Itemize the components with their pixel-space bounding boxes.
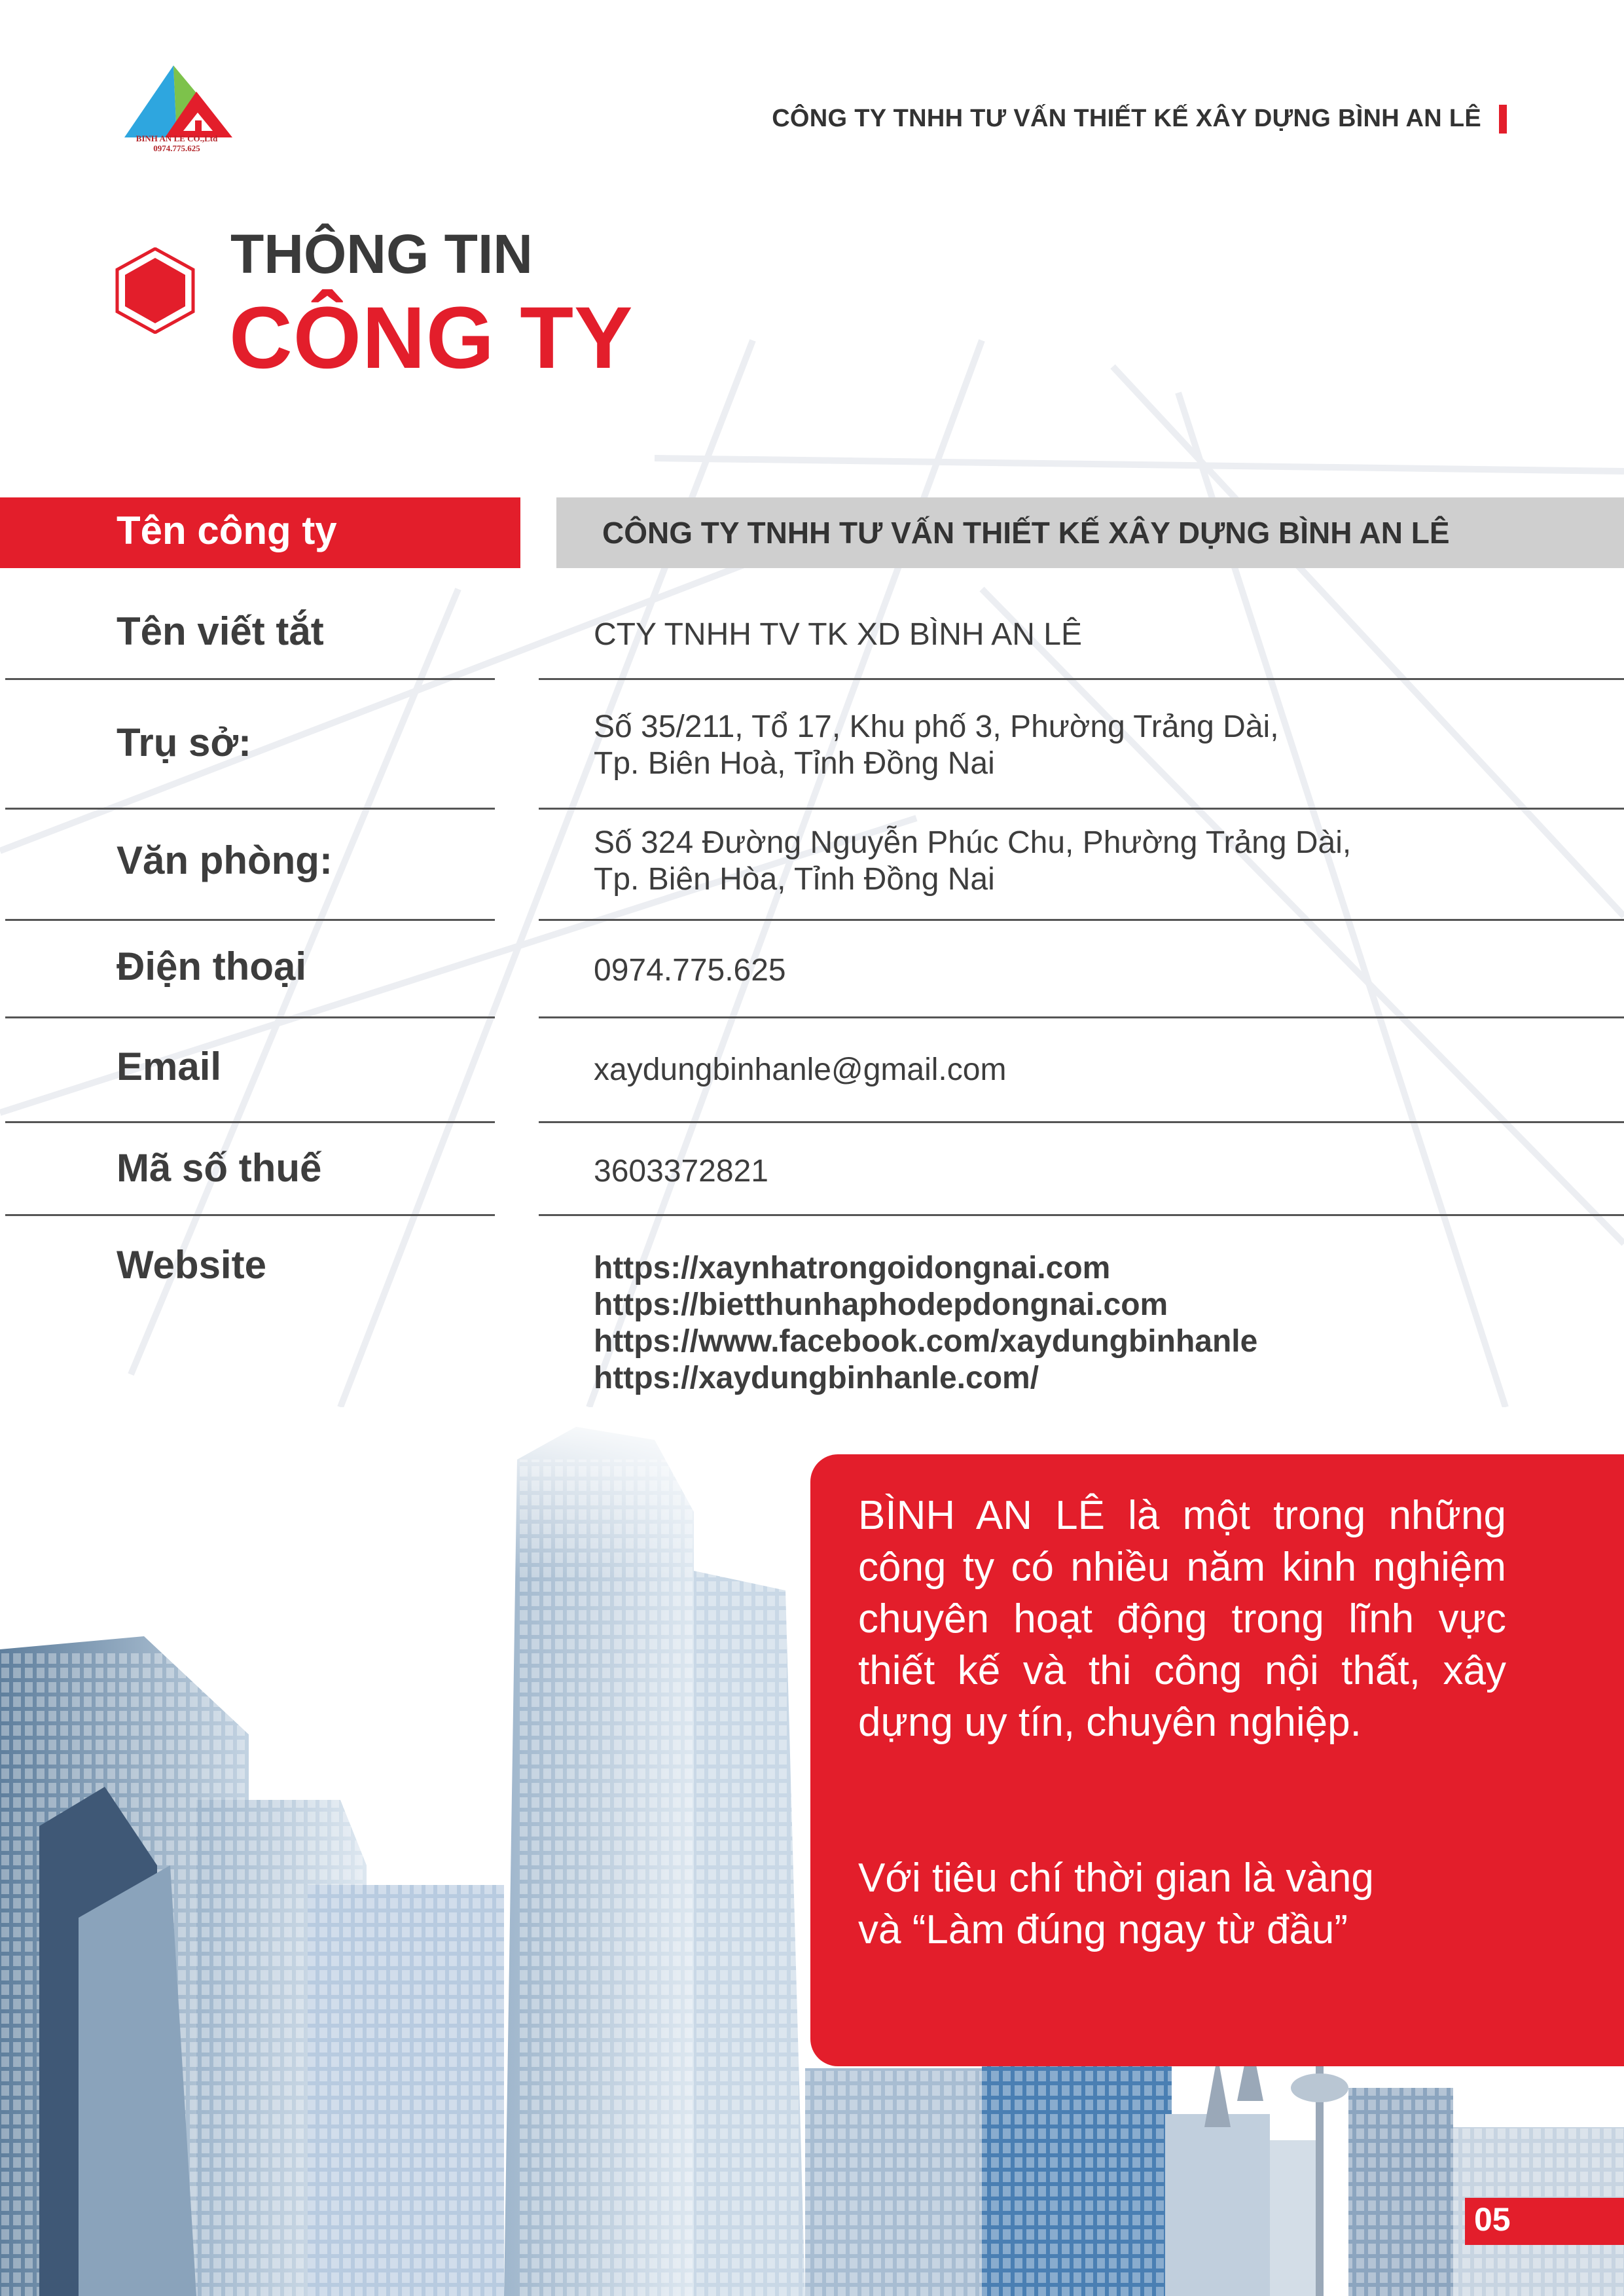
abbreviation-value-line: CTY TNHH TV TK XD BÌNH AN LÊ (594, 617, 1082, 652)
website-link[interactable]: https://xaydungbinhanle.com/ (594, 1361, 1039, 1395)
website-label: Website (117, 1243, 266, 1287)
row-divider (539, 919, 1624, 921)
head-office-line1: Số 35/211, Tổ 17, Khu phố 3, Phường Trảng Dài, (594, 709, 1279, 744)
website-link[interactable]: https://www.facebook.com/xaydungbinhanle (594, 1324, 1258, 1359)
highlight-paragraph-1: BÌNH AN LÊ là một trong những công ty có nhiều năm kinh nghiệm chuyên hoạt động trong lĩnh vực thiết kế và thi công nội thất, xây dựng uy tín, chuyên nghiệp. (858, 1493, 1506, 1745)
hexagon-icon (115, 247, 196, 334)
highlight-paragraph-2 (858, 1852, 1513, 1956)
head-office-label: Trụ sở: (117, 721, 252, 764)
phone-number: 0974.775.625 (594, 953, 786, 988)
row-divider (5, 1121, 495, 1123)
website-link[interactable]: https://bietthunhaphodepdongnai.com (594, 1287, 1168, 1322)
row-divider (539, 808, 1624, 810)
row-divider (5, 919, 495, 921)
logo-company-text: BINH AN LE CO.,Ltd (135, 134, 218, 143)
row-divider (539, 1121, 1624, 1123)
page-title-line2: CÔNG TY (229, 289, 634, 387)
tax-id-number: 3603372821 (594, 1154, 768, 1189)
tax-id-label: Mã số thuế (117, 1146, 322, 1190)
company-name-value: CÔNG TY TNHH TƯ VẤN THIẾT KẾ XÂY DỰNG BÌNH AN LÊ (602, 516, 1450, 550)
office-value (594, 825, 1351, 898)
page-number: 05 (1474, 2201, 1511, 2238)
website-link[interactable]: https://xaynhatrongoidongnai.com (594, 1251, 1111, 1285)
row-divider (539, 1016, 1624, 1018)
logo-phone-text: 0974.775.625 (153, 143, 200, 153)
highlight-paragraph-2-line2: và “Làm đúng ngay từ đầu” (858, 1907, 1348, 1952)
row-divider (539, 1214, 1624, 1216)
email-value (594, 1052, 1006, 1088)
phone-value (594, 952, 786, 989)
highlight-paragraph-2-line1: Với tiêu chí thời gian là vàng (858, 1856, 1374, 1901)
header-accent-bar (1499, 105, 1507, 134)
page-title-line1: THÔNG TIN (230, 223, 533, 285)
office-line1: Số 324 Đường Nguyễn Phúc Chu, Phường Trảng Dài, (594, 825, 1352, 860)
abbreviation-label: Tên viết tắt (117, 609, 324, 653)
email-label: Email (117, 1045, 222, 1088)
abbreviation-value (594, 617, 1082, 653)
office-label: Văn phòng: (117, 838, 333, 882)
website-list (594, 1250, 1257, 1397)
tax-id-value (594, 1153, 768, 1190)
phone-label: Điện thoại (117, 944, 307, 988)
logo-text (118, 134, 236, 153)
head-office-line2: Tp. Biên Hoà, Tỉnh Đồng Nai (594, 746, 995, 781)
row-divider (5, 678, 495, 680)
header-company-name: CÔNG TY TNHH TƯ VẤN THIẾT KẾ XÂY DỰNG BÌNH AN LÊ (772, 105, 1481, 132)
row-divider (539, 678, 1624, 680)
head-office-value (594, 709, 1279, 782)
company-name-label: Tên công ty (117, 509, 337, 552)
row-divider (5, 808, 495, 810)
office-line2: Tp. Biên Hòa, Tỉnh Đồng Nai (594, 862, 995, 897)
row-divider (5, 1214, 495, 1216)
row-divider (5, 1016, 495, 1018)
email-address: xaydungbinhanle@gmail.com (594, 1052, 1007, 1087)
